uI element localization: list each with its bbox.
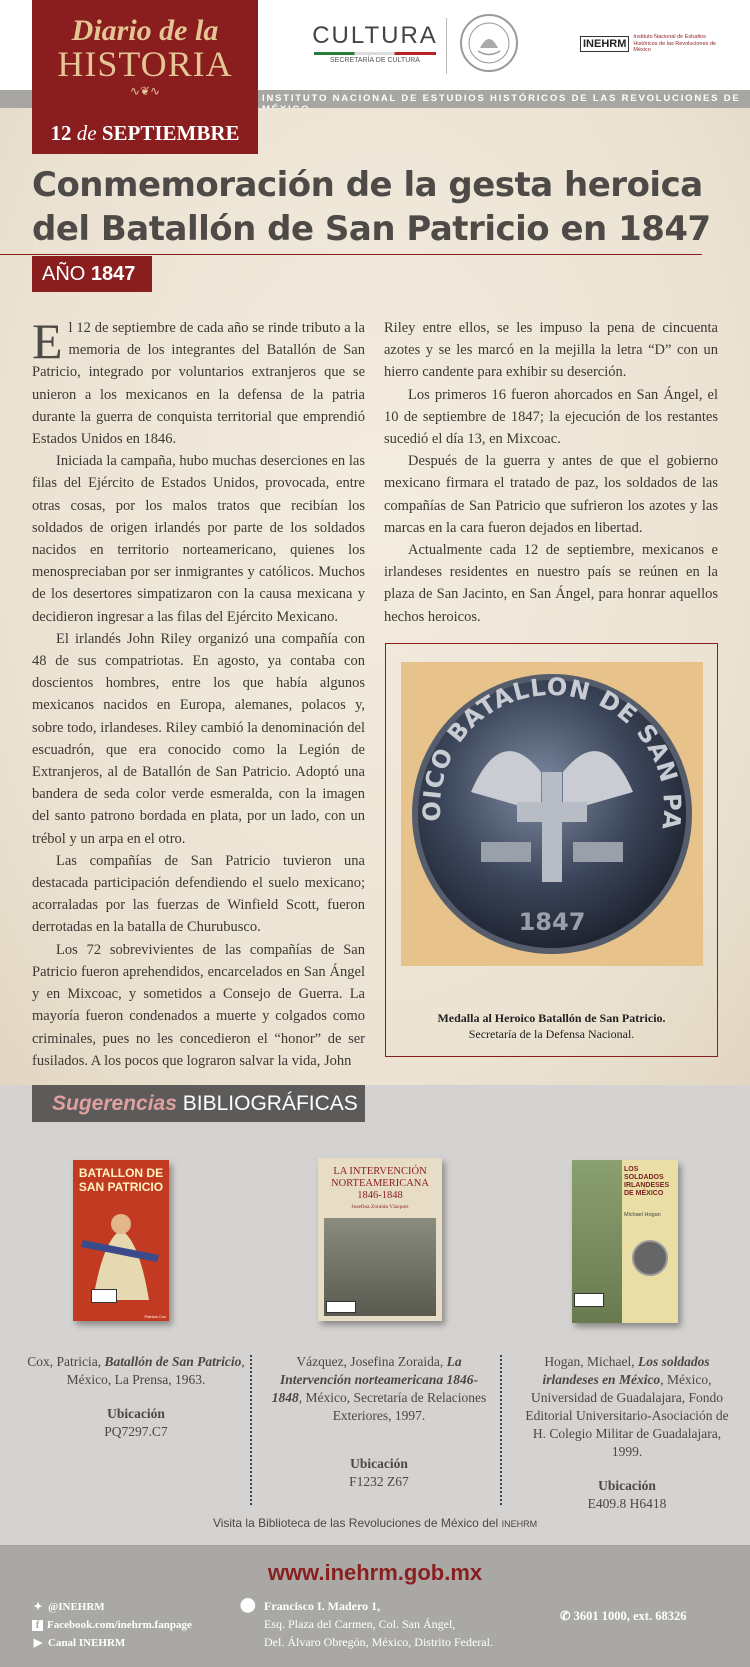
divider	[500, 1355, 502, 1505]
youtube-link[interactable]: ▶ Canal INEHRM	[32, 1634, 192, 1652]
mexican-seal-icon	[460, 14, 518, 72]
address: ⬤ Francisco I. Madero 1, Esq. Plaza del Carmen, Col. San Ángel, Del. Álvaro Obregón, México, Distrito Federal.	[240, 1598, 493, 1649]
paragraph: El 12 de septiembre de cada año se rinde tributo a la memoria de los integrantes del Batallón de San Patricio, integrado por voluntarios extranjeros que se unieron a los mexicanos en la defensa de la patria durante la guerra de conquista territorial que emprendió Estados Unidos en 1846.	[32, 313, 365, 448]
phone-number: ✆ 3601 1000, ext. 68326	[560, 1609, 687, 1623]
medal-figure	[385, 643, 718, 1057]
paragraph: El irlandés John Riley organizó una compañía con 48 de sus compatriotas. En agosto, ya contaba con doscientos hombres, entre los que había algunos mexicanos nacidos en Europa, alemanes, polacos y, sobre todo, irlandeses. Riley cambió la denominación del escuadrón, que era conocido como la Legión de Extranjeros, al de Batallón de San Patricio. Adoptó una bandera de seda color verde esmeralda, con la imagen del santo patrono bordada en plata, por un lado, con un trébol y un arpa en el otro.	[32, 630, 365, 847]
bibliography-heading: Sugerencias BIBLIOGRÁFICAS	[32, 1085, 365, 1122]
library-note: Visita la Biblioteca de las Revoluciones de México del INEHRM	[212, 1516, 538, 1530]
date-label: 12 de SEPTIEMBRE	[50, 121, 240, 145]
medal-year: 1847	[518, 908, 586, 936]
location-pin-icon: ⬤	[240, 1598, 256, 1613]
institute-bar: INSTITUTO NACIONAL DE ESTUDIOS HISTÓRICOS DE LAS REVOLUCIONES DE	[0, 90, 750, 108]
phone-icon: ✆	[560, 1609, 571, 1623]
divider	[250, 1355, 252, 1505]
social-links	[32, 1598, 192, 1652]
year-badge: AÑO 1847	[32, 256, 152, 292]
divider	[446, 18, 447, 74]
logo-line2: HISTORIA	[57, 44, 233, 84]
medal-ring-text: OICO BATALLON DE SAN PA	[417, 672, 687, 831]
website-link[interactable]: www.inehrm.gob.mx	[267, 1560, 483, 1585]
title-underline	[0, 254, 702, 255]
book-cover-2: LA INTERVENCIÓN NORTEAMERICANA 1846-1848 Josefina Zoraida Vázquez	[318, 1158, 442, 1321]
paragraph: Las compañías de San Patricio tuvieron una destacada participación defendiendo el suelo mexicano; acorraladas por las fuerzas de Winfield Scott, fueron derrotadas en la batalla de Churubusco.	[32, 852, 365, 936]
book-reference-1: Cox, Patricia, Batallón de San Patricio, México, La Prensa, 1963. Ubicación PQ7297.C7	[27, 1354, 245, 1439]
flag-stripe	[314, 52, 436, 55]
diario-logo	[32, 0, 258, 154]
cultura-logo: CULTURA SECRETARÍA DE CULTURA	[312, 22, 438, 64]
youtube-icon: ▶	[33, 1637, 43, 1649]
article-column-right	[384, 317, 718, 628]
dropcap: E	[32, 313, 63, 369]
paragraph: Los 72 sobrevivientes de las compañías de San Patricio fueron aprehendidos, encarcelados en San Ángel y en Mixcoac, y sometidos a Consejo de Guerra. La mayoría fueron condenados a muerte y colgados como criminales, pues no les concedieron el “honor” de ser fusilados. A los pocos que lograron salvar la vida, John	[32, 941, 365, 1069]
twitter-link[interactable]: ✦ @INEHRM	[32, 1598, 192, 1616]
inehrm-logo: INEHRM Instituto Nacional de Estudios Históricos de las Revoluciones de México	[580, 34, 725, 54]
book-cover-3: LOS SOLDADOS IRLANDESES DE MÉXICO Michael Hogan	[572, 1160, 678, 1323]
book-reference-3: Hogan, Michael, Los soldados irlandeses en México, México, Universidad de Guadalajara, Fondo Editorial Universitario-Asociación de H. Colegio Militar de Guadalajara, 1999. Ubicación E409.8 H6418	[525, 1354, 729, 1511]
paragraph: Riley entre ellos, se les impuso la pena de cincuenta azotes y se les marcó en la mejilla la letra “D” con un hierro candente para exhibir su deserción.	[384, 320, 718, 381]
figure-caption: Medalla al Heroico Batallón de San Patricio. Secretaría de la Defensa Nacional.	[437, 1011, 666, 1041]
book-cover-1: BATALLON DE SAN PATRICIO Patricia Cox	[73, 1160, 169, 1321]
paragraph: Actualmente cada 12 de septiembre, mexicanos e irlandeses residentes en nuestro país se reúnen en la plaza de San Jacinto, en San Ángel, para honrar aquellos hechos heroicos.	[384, 542, 718, 625]
paragraph: Después de la guerra y antes de que el gobierno mexicano firmara el tratado de paz, los soldados de las compañías de San Patricio que sufrieron los azotes y las marcas en la cara fueron dejados en libertad.	[384, 453, 718, 536]
facebook-link[interactable]: f Facebook.com/inehrm.fanpage	[32, 1616, 192, 1634]
facebook-icon: f	[32, 1620, 43, 1631]
article-column-left	[32, 313, 365, 1072]
article-title: Conmemoración de la gesta heroica del Batallón de San Patricio en 1847	[32, 165, 711, 249]
paragraph: Iniciada la campaña, hubo muchas deserciones en las filas del Ejército de Estados Unidos, provocada, entre otras cosas, por los malos tratos que recibían los soldados de origen irlandés por parte de los soldados nacidos en territorio norteamericano, quienes los menospreciaban por ser inmigrantes y católicos. Muchos de los desertores simpatizaron con la causa mexicana y decidieron ingresar a las filas del Ejército Mexicano.	[32, 453, 365, 625]
paragraph: Los primeros 16 fueron ahorcados en San Ángel, el 10 de septiembre de 1847; la ejecución de los restantes sucedió el día 13, en Mixcoac.	[384, 386, 718, 448]
logo-line1: Diario de la	[71, 14, 219, 47]
twitter-icon: ✦	[33, 1601, 43, 1613]
book-reference-2: Vázquez, Josefina Zoraida, La Intervención norteamericana 1846-1848, México, Secretaría de Relaciones Exteriores, 1997. Ubicación F1232 Z67	[271, 1354, 487, 1489]
ornament-icon: ∿❦∿	[129, 84, 161, 98]
medal-photo	[401, 662, 703, 966]
